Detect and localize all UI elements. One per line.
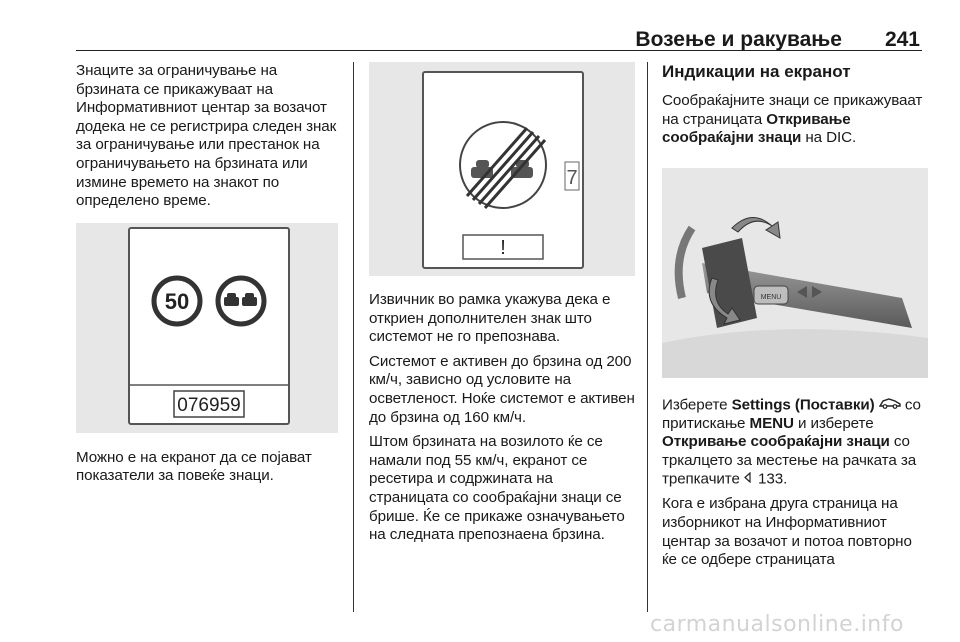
column-3 (662, 62, 928, 576)
col1-paragraph-2: Можно е на екранот да се појават показатели за повеќе знаци. (76, 448, 312, 485)
exclamation-mark: ! (500, 237, 506, 259)
page-header (76, 26, 922, 51)
col3-paragraph-1: Сообраќајните знаци се прикажуваат на страницата Откривање сообраќајни знаци на DIC. (662, 92, 923, 147)
column-divider-1 (353, 62, 354, 612)
column-1 (76, 62, 338, 492)
section-heading: Индикации на екранот (662, 62, 851, 81)
col3-paragraph-3: Кога е избрана друга страница на изборникот на Информативниот центар за возачот и потоа повторно ќе се одбере страницата (662, 495, 912, 569)
end-of-restriction-figure (369, 62, 635, 276)
page-number: 241 (884, 28, 920, 51)
sign-code: 076959 (177, 394, 241, 416)
col3-paragraph-2: Изберете Settings (Поставки) со притискање MENU и изберете Откривање сообраќајни знаци со тркалцето за местење на рачката за трепкачите 133. (662, 396, 921, 488)
additional-sign-mark: 7 (566, 167, 578, 189)
page-reference[interactable]: 133. (758, 470, 788, 488)
column-2 (369, 62, 635, 551)
car-settings-icon (879, 396, 901, 415)
watermark: carmanualsonline.info (650, 612, 904, 637)
col2-paragraph-1: Извичник во рамка укажува дека е откриен дополнителен знак што системот не го препознава. (369, 291, 611, 346)
col2-paragraph-2: Системот е активен до брзина од 200 км/ч, зависно од условите на осветленост. Ноќе системот е активен до брзина од 160 км/ч. (369, 352, 635, 426)
col2-paragraph-3: Штом брзината на возилото ќе се намали под 55 км/ч, екранот се ресетира и содржината на страницата со сообраќајни знаци се брише. Ќе се прикаже означувањето на следната препознаена брзина. (369, 433, 625, 544)
page-reference-icon (744, 470, 754, 489)
col1-paragraph-1: Знаците за ограничување на брзината се прикажуваат на Информативниот центар за возачот додека не се регистрира следен знак за ограничување или престанок на ограничувањето на брзината или измине времето на знакот по определено време. (76, 62, 337, 210)
lever-menu-label: MENU (760, 293, 782, 301)
speed-sign-figure (76, 223, 338, 433)
turn-signal-lever-figure (662, 168, 928, 378)
section-title: Возење и ракување (635, 28, 842, 51)
column-divider-2 (647, 62, 648, 612)
speed-limit-value: 50 (164, 288, 190, 314)
